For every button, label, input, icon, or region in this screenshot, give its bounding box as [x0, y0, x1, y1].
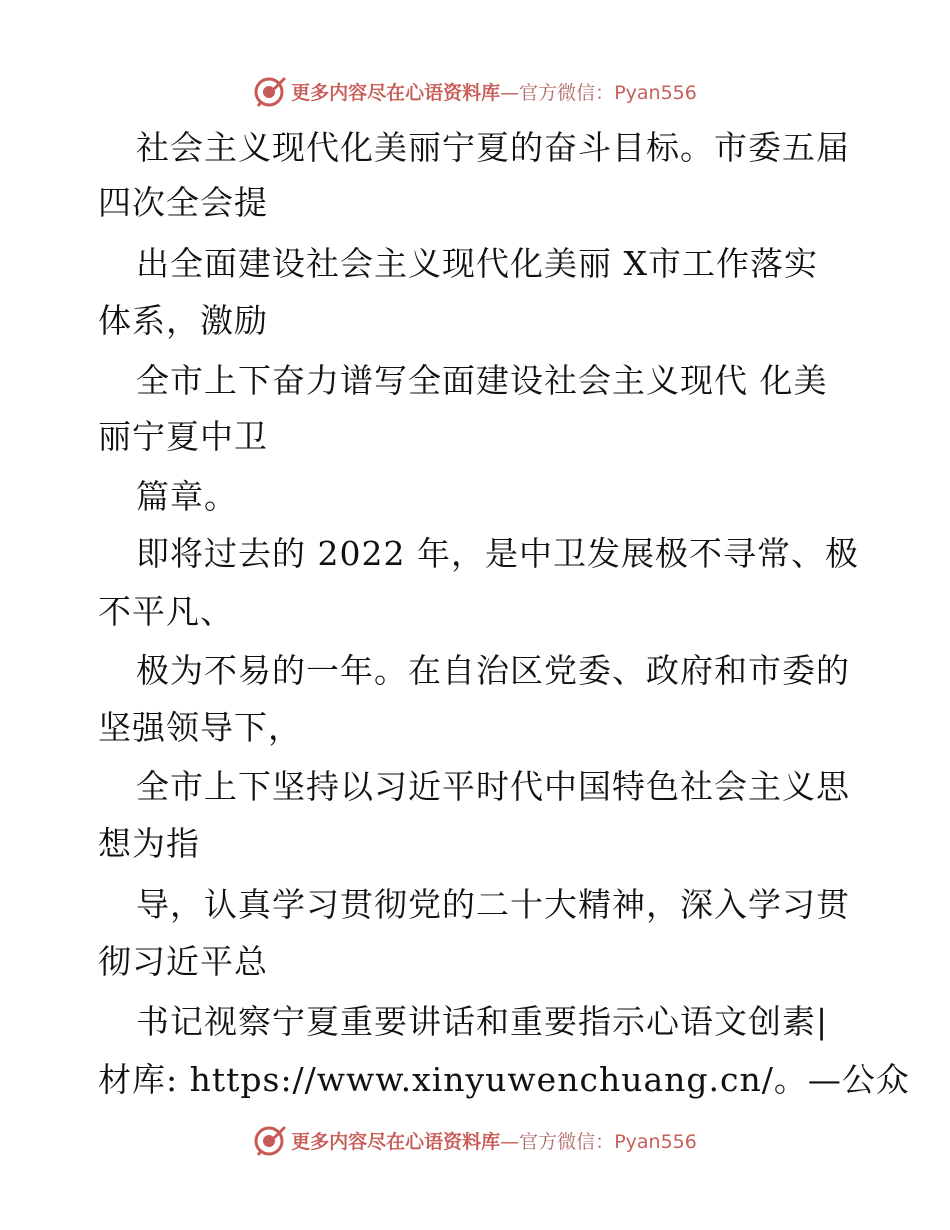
text-line: 想为指 [98, 824, 200, 863]
text-line: 极为不易的一年。在自治区党委、政府和市委的 [136, 651, 850, 690]
text-line: 导，认真学习贯彻党的二十大精神，深入学习贯 [136, 885, 850, 924]
banner-text [291, 1127, 697, 1154]
banner-main-text: 更多内容尽在心语资料库 [291, 81, 501, 104]
brand-logo-icon [253, 74, 287, 108]
banner-contact: Pyan556 [614, 1130, 697, 1153]
text-line: 丽宁夏中卫 [98, 417, 268, 456]
text-line: 全市上下奋力谱写全面建设社会主义现代 化美 [136, 361, 828, 400]
text-line: 即将过去的 2022 年，是中卫发展极不寻常、极 [136, 534, 859, 573]
banner-official-text: 官方微信： [519, 81, 615, 104]
text-line: 体系，激励 [98, 301, 268, 340]
banner-text [291, 78, 697, 105]
banner-official-text: 官方微信： [519, 1130, 615, 1153]
header-banner [0, 73, 950, 109]
text-line: 彻习近平总 [98, 942, 268, 981]
banner-main-text: 更多内容尽在心语资料库 [291, 1130, 501, 1153]
text-line: 材库: https://www.xinyuwenchuang.cn/。—公众 [98, 1060, 910, 1099]
text-line: 社会主义现代化美丽宁夏的奋斗目标。市委五届 [136, 128, 850, 167]
text-line: 不平凡、 [98, 592, 234, 631]
brand-logo-icon [253, 1123, 287, 1157]
text-line: 四次全会提 [98, 183, 268, 222]
text-line: 出全面建设社会主义现代化美丽 X市工作落实 [136, 244, 818, 283]
banner-contact: Pyan556 [614, 81, 697, 104]
text-line: 坚强领导下， [98, 708, 302, 747]
banner-dash: — [500, 1130, 520, 1153]
footer-banner [0, 1122, 950, 1158]
text-line: 书记视察宁夏重要讲话和重要指示心语文创素| [136, 1002, 829, 1041]
text-line: 全市上下坚持以习近平时代中国特色社会主义思 [136, 767, 850, 806]
banner-dash: — [500, 81, 520, 104]
text-line: 篇章。 [136, 477, 238, 516]
